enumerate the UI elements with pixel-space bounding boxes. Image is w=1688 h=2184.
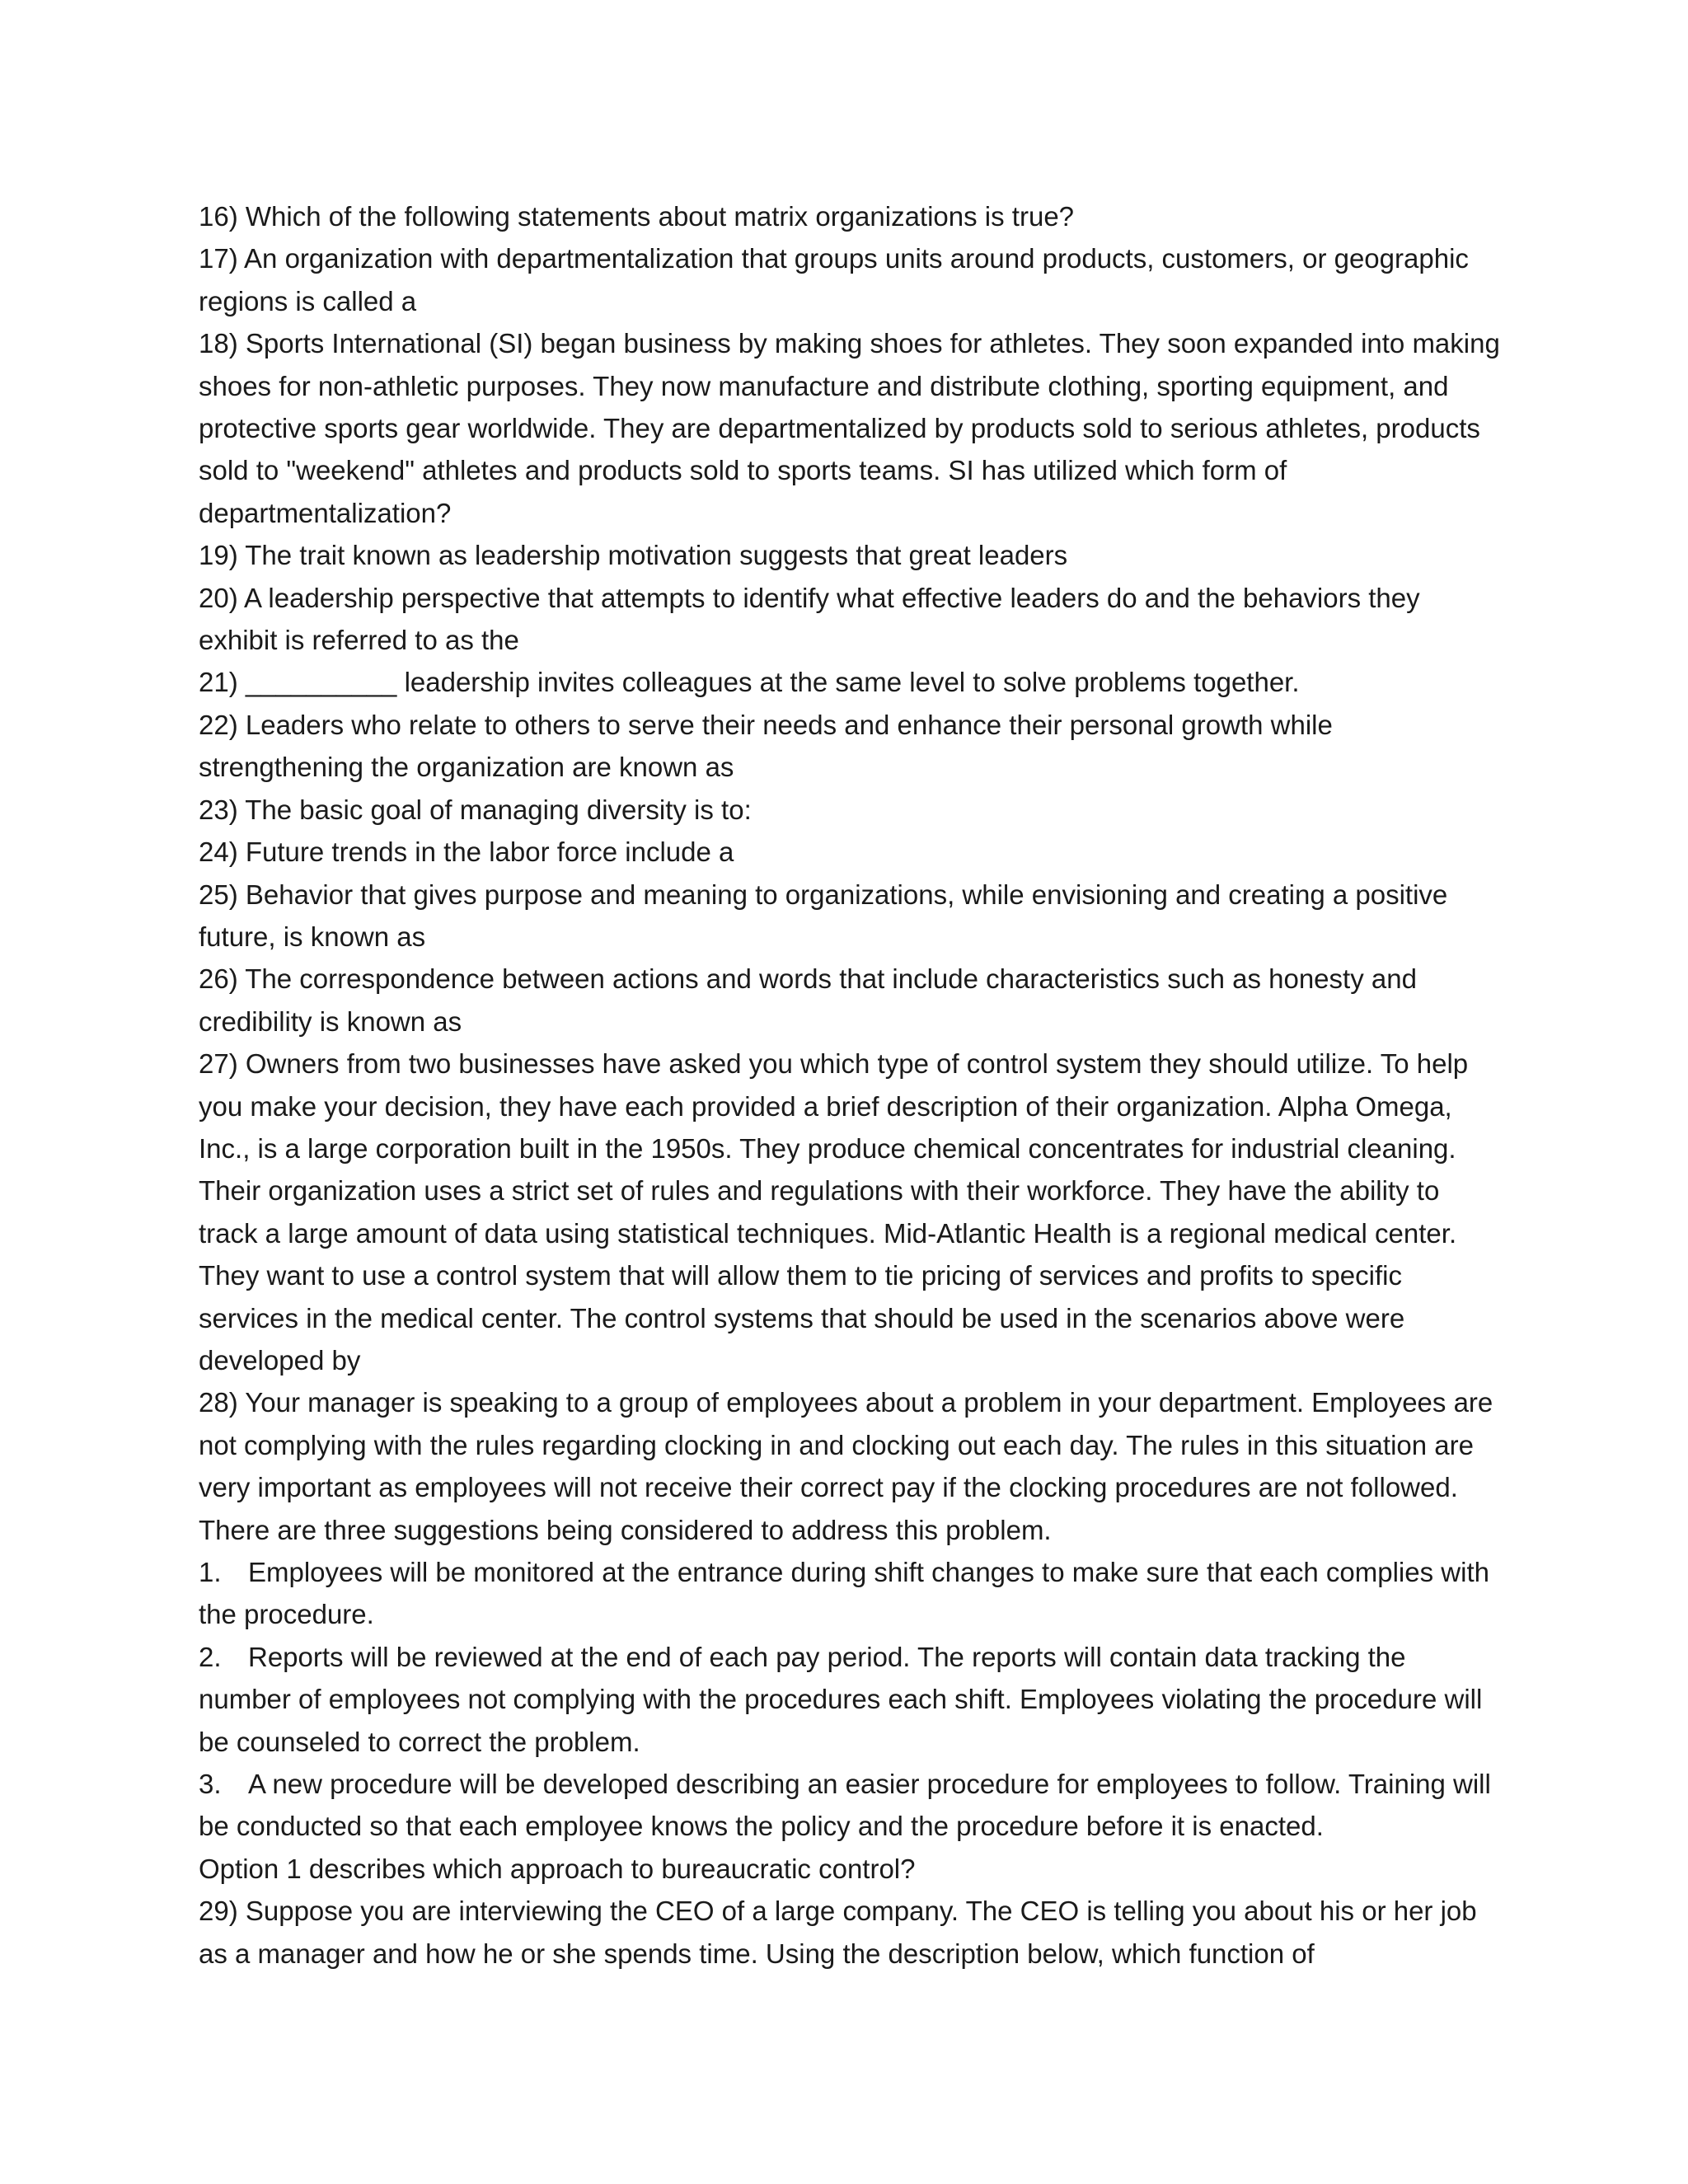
question-29: 29) Suppose you are interviewing the CEO of a large company. The CEO is telling you about his or her job as a manager and how he or she spends time. Using the description below, which function of (199, 1896, 1477, 1969)
list-number: 2. (199, 1641, 222, 1672)
question-19: 19) The trait known as leadership motivation suggests that great leaders (199, 540, 1068, 571)
question-18: 18) Sports International (SI) began business by making shoes for athletes. They soon expanded into making shoes for non-athletic purposes. They now manufacture and distribute clothing, sporting equipment, and protective sports gear worldwide. They are departmentalized by products sold to serious athletes, products sold to "weekend" athletes and products sold to sports teams. SI has utilized which form of departmentalization? (199, 328, 1500, 528)
document-body (199, 195, 1501, 1975)
question-21: 21) __________ leadership invites colleagues at the same level to solve problems together. (199, 667, 1300, 698)
question-20: 20) A leadership perspective that attempts to identify what effective leaders do and the behaviors they exhibit is referred to as the (199, 582, 1420, 656)
question-17: 17) An organization with departmentalization that groups units around products, customers, or geographic regions is called a (199, 243, 1469, 316)
list-number: 1. (199, 1557, 222, 1587)
list-item-2 (199, 1636, 1501, 1763)
question-23: 23) The basic goal of managing diversity is to: (199, 794, 752, 825)
list-text: Reports will be reviewed at the end of each pay period. The reports will contain data tracking the number of employees not complying with the procedures each shift. Employees violating the procedure will be counseled to correct the problem. (199, 1641, 1483, 1757)
question-27: 27) Owners from two businesses have asked you which type of control system they should utilize. To help you make your decision, they have each provided a brief description of their organization. Alpha Omega, Inc., is a large corporation built in the 1950s. They produce chemical concentrates for industrial cleaning. Their organization uses a strict set of rules and regulations with their workforce. They have the ability to track a large amount of data using statistical techniques. Mid-Atlantic Health is a regional medical center. They want to use a control system that will allow them to tie pricing of services and profits to specific services in the medical center. The control systems that should be used in the scenarios above were developed by (199, 1048, 1469, 1376)
list-item-1 (199, 1551, 1501, 1636)
list-number: 3. (199, 1769, 222, 1800)
question-16: 16) Which of the following statements about matrix organizations is true? (199, 201, 1075, 232)
list-item-3 (199, 1763, 1501, 1848)
option-1-question: Option 1 describes which approach to bureaucratic control? (199, 1853, 916, 1884)
question-28: 28) Your manager is speaking to a group of employees about a problem in your department. Employees are not complying with the rules regarding clocking in and clocking out each day. The rules in this situation are very important as employees will not receive their correct pay if the clocking procedures are not followed. There are three suggestions being considered to address this problem. (199, 1387, 1493, 1545)
question-24: 24) Future trends in the labor force include a (199, 837, 734, 868)
question-25: 25) Behavior that gives purpose and meaning to organizations, while envisioning and creating a positive future, is known as (199, 879, 1448, 952)
list-text: Employees will be monitored at the entrance during shift changes to make sure that each complies with the procedure. (199, 1557, 1489, 1630)
list-text: A new procedure will be developed describing an easier procedure for employees to follow. Training will be conducted so that each employee knows the policy and the procedure before it is enacted. (199, 1769, 1491, 1842)
question-26: 26) The correspondence between actions and words that include characteristics such as honesty and credibility is known as (199, 963, 1417, 1037)
question-22: 22) Leaders who relate to others to serve their needs and enhance their personal growth while strengthening the organization are known as (199, 709, 1333, 783)
